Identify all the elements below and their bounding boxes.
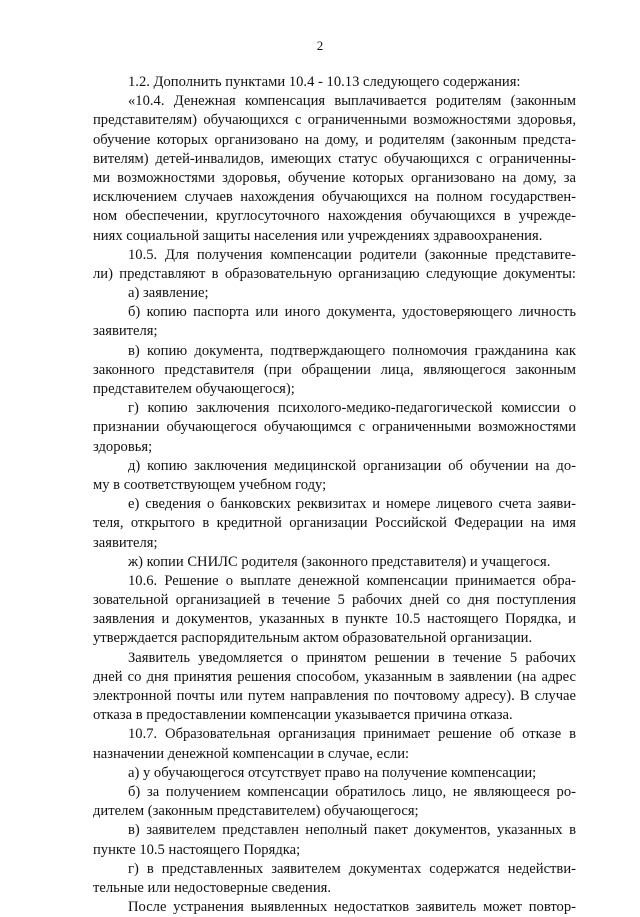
- text-line: отказа в предоставлении компенсации указывается причина отказа.: [93, 707, 513, 724]
- text-line: пункте 10.5 настоящего Порядка;: [93, 841, 301, 858]
- text-line: му в соответствующем учебном году;: [93, 476, 327, 493]
- text-line: После устранения выявленных недостатков заявитель может повтор-: [128, 899, 576, 916]
- text-line: ж) копии СНИЛС родителя (законного представителя) и учащегося.: [128, 553, 551, 570]
- text-line: признании обучающегося обучающимся с ограниченными возможностями: [93, 419, 576, 436]
- text-line: ми возможностями здоровья, обучение которых организовано на дому, за: [93, 169, 576, 186]
- text-line: б) за получением компенсации обратилось лицо, не являющееся ро-: [128, 783, 576, 800]
- text-line: г) в представленных заявителем документах содержатся недействи-: [128, 860, 576, 877]
- text-line: заявителя;: [93, 534, 158, 551]
- text-line: а) у обучающегося отсутствует право на получение компенсации;: [128, 764, 537, 781]
- text-line: г) копию заключения психолого-медико-педагогической комиссии о: [128, 400, 576, 417]
- text-line: 1.2. Дополнить пунктами 10.4 - 10.13 следующего содержания:: [128, 74, 521, 90]
- text-line: а) заявление;: [128, 285, 209, 302]
- text-line: представителям) обучающихся с ограниченными возможностями здоровья,: [93, 112, 576, 129]
- text-line: назначении денежной компенсации в случае, если:: [93, 745, 410, 762]
- text-line: законного представителя (при обращении лица, являющегося законным: [93, 361, 576, 378]
- text-line: электронной почты или путем направления по почтовому адресу). В случае: [93, 688, 576, 704]
- text-line: тельные или недостоверные сведения.: [93, 879, 331, 896]
- text-line: ниях социальной защиты населения или учреждениях здравоохранения.: [93, 227, 543, 244]
- text-line: 10.5. Для получения компенсации родители (законные представите-: [128, 246, 576, 263]
- text-line: дней со дня принятия решения способом, указанным в заявлении (на адрес: [93, 668, 576, 685]
- text-line: зовательной организацией в течение 5 рабочих дней со дня поступления: [93, 592, 576, 609]
- text-line: в) копию документа, подтверждающего полномочия гражданина как: [128, 342, 576, 359]
- text-line: д) копию заключения медицинской организации об обучении на до-: [128, 457, 576, 474]
- text-line: вителям) детей-инвалидов, имеющих статус обучающихся с ограниченны-: [93, 150, 576, 167]
- text-line: здоровья;: [93, 438, 153, 455]
- text-line: теля, открытого в кредитной организации Российской Федерации на имя: [93, 515, 576, 532]
- text-line: 10.6. Решение о выплате денежной компенсации принимается обра-: [128, 572, 576, 589]
- text-line: дителем (законным представителем) обучающегося;: [93, 803, 419, 820]
- text-line: ли) представляют в образовательную организацию следующие документы:: [93, 265, 576, 282]
- text-line: 10.7. Образовательная организация принимает решение об отказе в: [128, 726, 576, 743]
- text-line: ном обеспечении, круглосуточного нахождения обучающихся в учрежде-: [93, 208, 576, 225]
- document-body: [93, 73, 576, 917]
- text-line: в) заявителем представлен неполный пакет документов, указанных в: [128, 822, 576, 839]
- page-number: 2: [316, 38, 324, 53]
- text-line: Заявитель уведомляется о принятом решении в течение 5 рабочих: [128, 649, 576, 666]
- text-line: утверждается распорядительным актом образовательной организации.: [93, 630, 533, 647]
- text-line: заявителя;: [93, 323, 158, 340]
- text-line: обучение которых организовано на дому, и родителям (законным предста-: [93, 131, 576, 148]
- text-line: исключением случаев нахождения обучающихся на полном государствен-: [93, 189, 576, 206]
- text-line: е) сведения о банковских реквизитах и номере лицевого счета заяви-: [128, 496, 576, 513]
- text-line: представителем обучающегося);: [93, 381, 295, 397]
- text-line: заявления и документов, указанных в пункте 10.5 настоящего Порядка, и: [93, 611, 576, 628]
- text-line: «10.4. Денежная компенсация выплачивается родителям (законным: [128, 93, 576, 110]
- text-line: б) копию паспорта или иного документа, удостоверяющего личность: [128, 304, 576, 321]
